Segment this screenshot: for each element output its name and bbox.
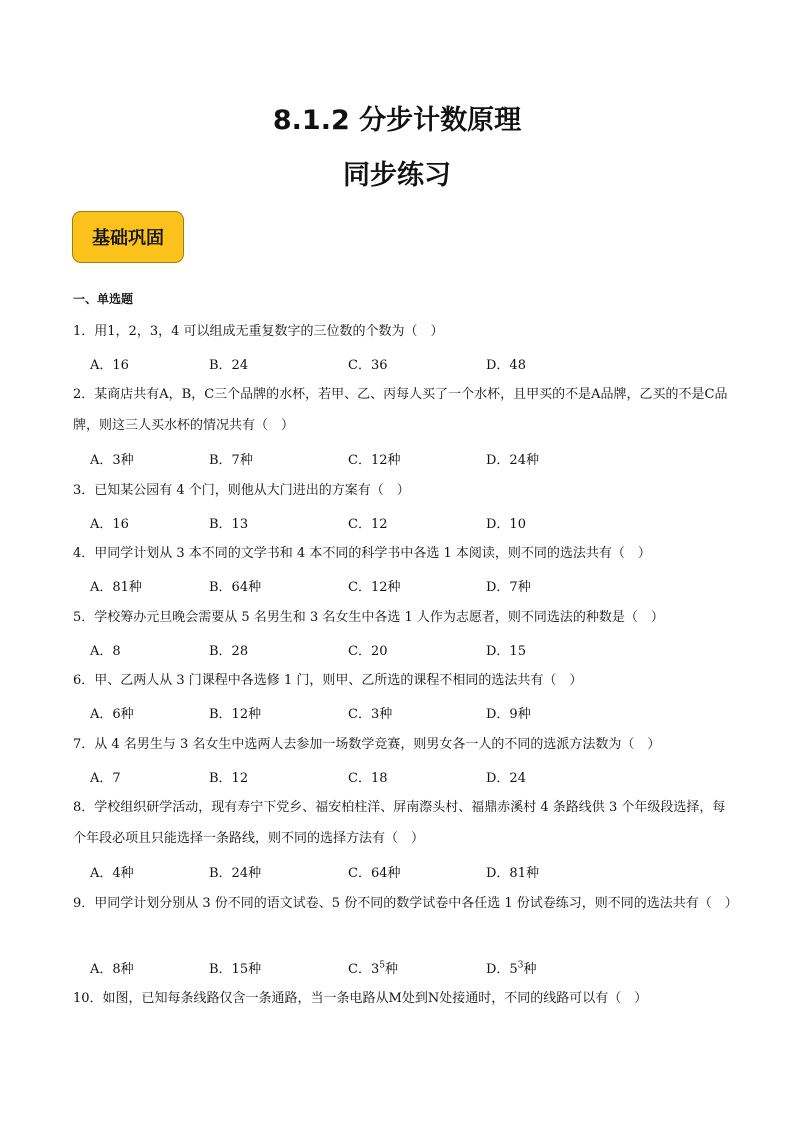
option-c-base: C．3 bbox=[348, 962, 380, 977]
option-d: D．10 bbox=[486, 517, 526, 532]
option-c: C．20 bbox=[348, 644, 388, 659]
option-a: A．8 bbox=[90, 644, 121, 659]
question-9: 9．甲同学计划分别从 3 份不同的语文试卷、5 份不同的数学试卷中各任选 1 份试卷练习，则不同的选法共有（ ） bbox=[73, 896, 738, 911]
section-badge bbox=[72, 211, 184, 263]
option-a: A．6种 bbox=[90, 707, 134, 722]
option-d-base: D．5 bbox=[486, 962, 518, 977]
question-3: 3．已知某公园有 4 个门，则他从大门进出的方案有（ ） bbox=[73, 483, 410, 498]
option-b: B．24 bbox=[209, 358, 249, 373]
question-10: 10．如图，已知每条线路仅含一条通路，当一条电路从M处到N处接通时，不同的线路可以有（ ） bbox=[73, 991, 648, 1006]
page-subtitle: 同步练习 bbox=[343, 160, 451, 191]
option-d bbox=[486, 958, 536, 977]
option-b: B．7种 bbox=[209, 453, 253, 468]
option-d: D．7种 bbox=[486, 580, 531, 595]
option-a: A．4种 bbox=[90, 866, 134, 881]
option-c: C．18 bbox=[348, 771, 388, 786]
option-b: B．13 bbox=[209, 517, 249, 532]
option-c: C．12种 bbox=[348, 580, 401, 595]
option-d: D．24 bbox=[486, 771, 526, 786]
option-c: C．36 bbox=[348, 358, 388, 373]
option-d: D．81种 bbox=[486, 866, 539, 881]
question-6: 6．甲、乙两人从 3 门课程中各选修 1 门，则甲、乙所选的课程不相同的选法共有（ ） bbox=[73, 673, 583, 688]
option-b: B．15种 bbox=[209, 962, 262, 977]
question-7: 7．从 4 名男生与 3 名女生中选两人去参加一场数学竞赛，则男女各一人的不同的选派方法数为（ ） bbox=[73, 737, 661, 752]
question-2: 2．某商店共有A，B，C三个品牌的水杯，若甲、乙、丙每人买了一个水杯，且甲买的不是A品牌，乙买的不是C品牌，则这三人买水杯的情况共有（ ） bbox=[73, 387, 728, 433]
option-c: C．12种 bbox=[348, 453, 401, 468]
option-d-unit: 种 bbox=[523, 962, 537, 977]
option-c: C．3种 bbox=[348, 707, 393, 722]
option-c: C．64种 bbox=[348, 866, 401, 881]
option-d: D．24种 bbox=[486, 453, 539, 468]
question-4: 4．甲同学计划从 3 本不同的文学书和 4 本不同的科学书中各选 1 本阅读，则不同的选法共有（ ） bbox=[73, 546, 651, 561]
option-a: A．16 bbox=[90, 517, 129, 532]
option-d: D．48 bbox=[486, 358, 526, 373]
option-d-exponent: 3 bbox=[517, 960, 524, 971]
option-a: A．3种 bbox=[90, 453, 134, 468]
option-c bbox=[348, 958, 398, 977]
section-badge-label: 基础巩固 bbox=[92, 228, 164, 249]
option-c-exponent: 5 bbox=[379, 960, 385, 971]
option-a: A．16 bbox=[90, 358, 129, 373]
option-a: A．8种 bbox=[90, 962, 134, 977]
option-c-unit: 种 bbox=[384, 962, 398, 977]
option-a: A．7 bbox=[90, 771, 121, 786]
option-b: B．28 bbox=[209, 644, 249, 659]
page-title: 8.1.2 分步计数原理 bbox=[272, 105, 522, 136]
question-5: 5．学校筹办元旦晚会需要从 5 名男生和 3 名女生中各选 1 人作为志愿者，则不同选法的种数是（ ） bbox=[73, 610, 664, 625]
option-a: A．81种 bbox=[90, 580, 142, 595]
option-c: C．12 bbox=[348, 517, 388, 532]
option-b: B．12种 bbox=[209, 707, 262, 722]
option-b: B．12 bbox=[209, 771, 249, 786]
question-8: 8．学校组织研学活动，现有寿宁下党乡、福安柏柱洋、屏南漈头村、福鼎赤溪村 4 条路线供 3 个年级段选择，每个年段必项且只能选择一条路线，则不同的选择方法有（ ） bbox=[73, 800, 726, 846]
option-b: B．24种 bbox=[209, 866, 262, 881]
option-d: D．9种 bbox=[486, 707, 531, 722]
option-d: D．15 bbox=[486, 644, 526, 659]
option-b: B．64种 bbox=[209, 580, 262, 595]
question-1: 1．用1，2，3，4 可以组成无重复数字的三位数的个数为（ ） bbox=[73, 324, 444, 339]
section-heading: 一、单选题 bbox=[73, 292, 134, 306]
